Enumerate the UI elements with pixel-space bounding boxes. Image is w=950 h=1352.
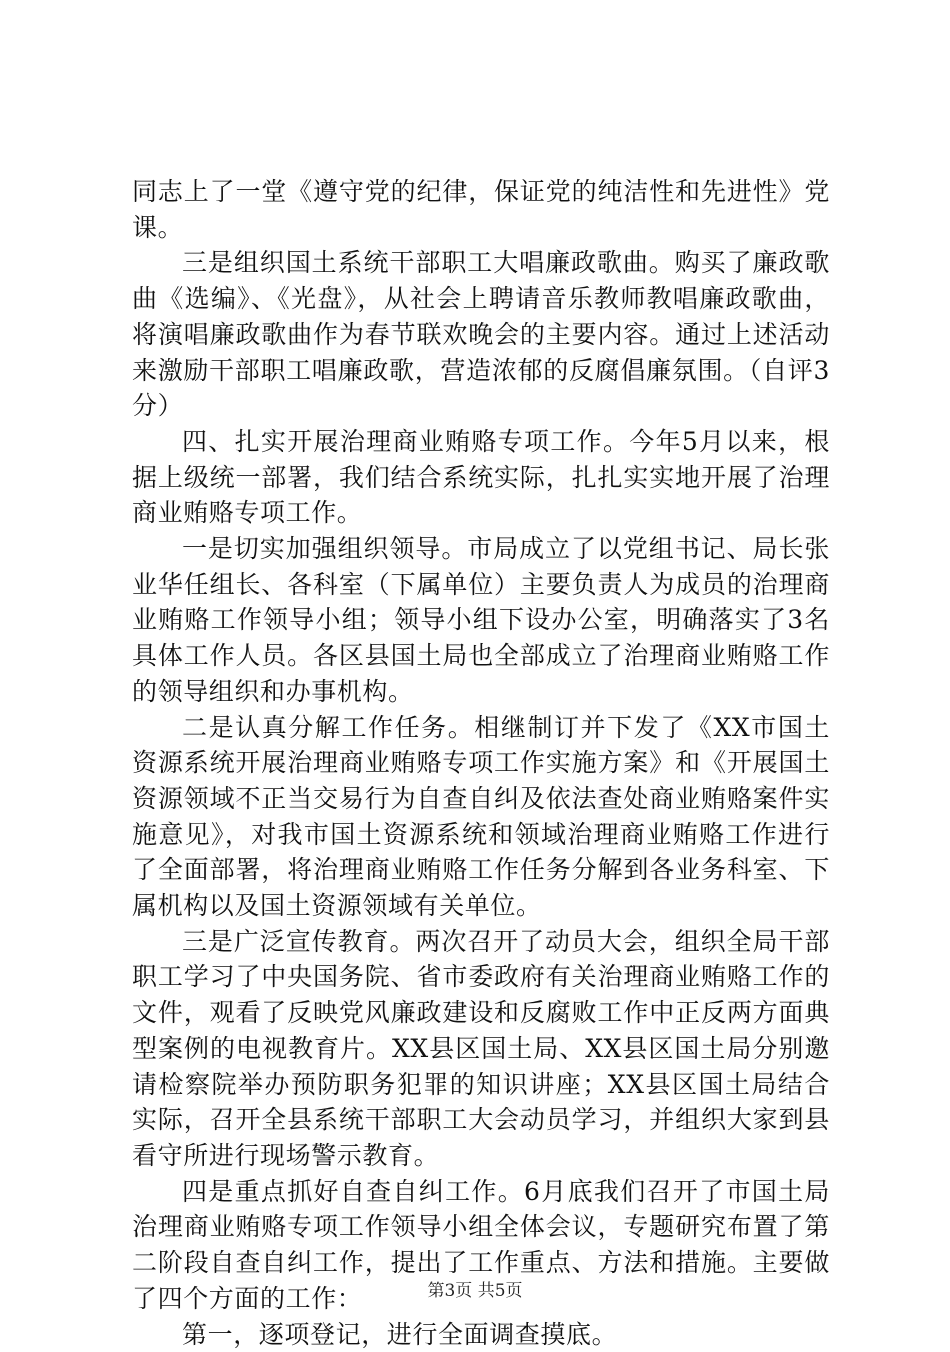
page-number-footer: 第3页 共5页 <box>0 1276 950 1301</box>
paragraph-self-inspection: 四是重点抓好自查自纠工作。6月底我们召开了市国土局治理商业贿赂专项工作领导小组全体会议，专题研究布置了第二阶段自查自纠工作，提出了工作重点、方法和措施。主要做了四个方面的工作： <box>132 1174 830 1317</box>
paragraph-task-decomposition: 二是认真分解工作任务。相继制订并下发了《XX市国土资源系统开展治理商业贿赂专项工作实施方案》和《开展国土资源领域不正当交易行为自查自纠及依法查处商业贿赂案件实施意见》，对我市国土资源系统和领域治理商业贿赂工作进行了全面部署，将治理商业贿赂工作任务分解到各业务科室、下属机构以及国土资源领域有关单位。 <box>132 710 830 924</box>
paragraph-continuation: 同志上了一堂《遵守党的纪律，保证党的纯洁性和先进性》党课。 <box>132 174 830 245</box>
paragraph-anti-corruption-songs: 三是组织国土系统干部职工大唱廉政歌曲。购买了廉政歌曲《选编》、《光盘》，从社会上聘请音乐教师教唱廉政歌曲，将演唱廉政歌曲作为春节联欢晚会的主要内容。通过上述活动来激励干部职工唱廉政歌，营造浓郁的反腐倡廉氛围。（自评3分） <box>132 245 830 424</box>
paragraph-first-item: 第一，逐项登记，进行全面调查摸底。 <box>132 1317 830 1352</box>
paragraph-publicity-education: 三是广泛宣传教育。两次召开了动员大会，组织全局干部职工学习了中央国务院、省市委政府有关治理商业贿赂工作的文件，观看了反映党风廉政建设和反腐败工作中正反两方面典型案例的电视教育片。XX县区国土局、XX县区国土局分别邀请检察院举办预防职务犯罪的知识讲座；XX县区国土局结合实际，召开全县系统干部职工大会动员学习，并组织大家到县看守所进行现场警示教育。 <box>132 924 830 1174</box>
paragraph-organization-leadership: 一是切实加强组织领导。市局成立了以党组书记、局长张业华任组长、各科室（下属单位）主要负责人为成员的治理商业贿赂工作领导小组；领导小组下设办公室，明确落实了3名具体工作人员。各区县国土局也全部成立了治理商业贿赂工作的领导组织和办事机构。 <box>132 531 830 710</box>
document-body <box>132 174 830 1352</box>
paragraph-section-four-heading: 四、扎实开展治理商业贿赂专项工作。今年5月以来，根据上级统一部署，我们结合系统实际，扎扎实实地开展了治理商业贿赂专项工作。 <box>132 424 830 531</box>
